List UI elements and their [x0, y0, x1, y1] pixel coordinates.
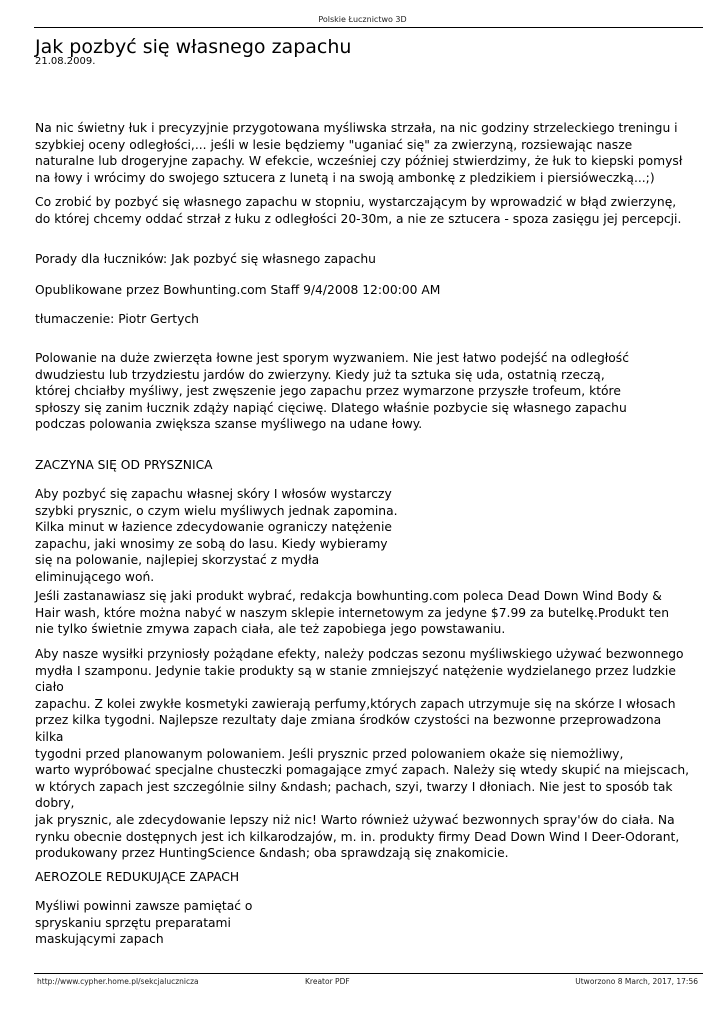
text-line: podczas polowania zwiększa szanse myśliwego na udane łowy.: [35, 417, 423, 432]
text-line: dwudziestu lub trzydziestu jardów do zwierzyny. Kiedy już ta sztuka się uda, ostatnią rzeczą,: [35, 367, 605, 382]
text-line: Na nic świetny łuk i precyzyjnie przygotowana myśliwska strzała, na nic godziny strzeleckiego treningu i: [35, 121, 678, 135]
intro-paragraph-1: [35, 120, 682, 186]
text-line: produkowany przez HuntingScience &ndash; oba sprawdzają się znakomicie.: [35, 846, 509, 861]
text-line: spłoszy się zanim łucznik zdąży napiąć cięciwę. Dlatego właśnie pozbycie się własnego zapachu: [35, 400, 627, 415]
text-line: rynku obecnie dostępnych jest ich kilkarodzajów, m. in. produkty firmy Dead Down Wind I Deer-Odorant,: [35, 829, 680, 844]
paragraph-5: [35, 898, 252, 948]
text-line: zapachu, jaki wnosimy ze sobą do lasu. Kiedy wybieramy: [35, 536, 388, 551]
text-line: maskującymi zapach: [35, 932, 164, 947]
text-line: warto wypróbować specjalne chusteczki pomagające zmyć zapach. Należy się wtedy skupić na miejscach,: [35, 763, 690, 778]
text-line: do której chcemy oddać strzał z łuku z odległości 20-30m, a nie ze sztucera - spoza zasięgu jej percepcji.: [35, 211, 682, 226]
text-line: zapachu. Z kolei zwykłe kosmetyki zawierają perfumy,których zapach utrzymuje się na skórze I włosach: [35, 696, 676, 711]
section-heading-shower: ZACZYNA SIĘ OD PRYSZNICA: [35, 458, 213, 472]
text-line: ciało: [35, 680, 64, 695]
header-rule: [34, 27, 703, 28]
paragraph-4: [35, 646, 689, 862]
paragraph-2: [35, 486, 398, 586]
published-line: Opublikowane przez Bowhunting.com Staff 9/4/2008 12:00:00 AM: [35, 283, 441, 297]
section-heading-aerosols: AEROZOLE REDUKUJĄCE ZAPACH: [35, 870, 240, 884]
footer-rule: [34, 973, 703, 974]
text-line: Aby nasze wysiłki przyniosły pożądane efekty, należy podczas sezonu myśliwskiego używać bezwonnego: [35, 647, 684, 661]
text-line: kilka: [35, 729, 64, 744]
text-line: tygodni przed planowanym polowaniem. Jeśli prysznic przed polowaniem okaże się niemożliwy,: [35, 746, 624, 761]
text-line: przez kilka tygodni. Najlepsze rezultaty daje zmiana środków czystości na bezwonne przeprowadzona: [35, 713, 662, 728]
paragraph-1: [35, 350, 629, 433]
text-line: Kilka minut w łazience zdecydowanie ograniczy natężenie: [35, 520, 392, 535]
text-line: mydła I szamponu. Jedynie takie produkty są w stanie zmniejszyć natężenie wydzielanego przez ludzkie: [35, 663, 676, 678]
footer-created: Utworzono 8 March, 2017, 17:56: [575, 977, 698, 986]
text-line: nie tylko świetnie zmywa zapach ciała, ale też zapobiega jego powstawaniu.: [35, 622, 506, 637]
text-line: Polowanie na duże zwierzęta łowne jest sporym wyzwaniem. Nie jest łatwo podejść na odległość: [35, 351, 629, 365]
text-line: jak prysznic, ale zdecydowanie lepszy niż nic! Warto również używać bezwonnych spray'ów do ciała. Na: [35, 812, 675, 827]
text-line: Aby pozbyć się zapachu własnej skóry I włosów wystarczy: [35, 487, 392, 501]
text-line: dobry,: [35, 796, 75, 811]
footer-url: http://www.cypher.home.pl/sekcjalucznicza: [37, 977, 199, 986]
text-line: Co zrobić by pozbyć się własnego zapachu w stopniu, wystarczającym by wprowadzić w błąd zwierzynę,: [35, 195, 677, 209]
article-date: 21.08.2009.: [35, 56, 96, 67]
text-line: eliminującego woń.: [35, 569, 155, 584]
text-line: Jeśli zastanawiasz się jaki produkt wybrać, redakcja bowhunting.com poleca Dead Down Wind Body &: [35, 589, 662, 603]
intro-paragraph-2: [35, 194, 681, 227]
footer-generator: Kreator PDF: [305, 977, 350, 986]
text-line: której chciałby myśliwy, jest zwęszenie jego zapachu przez wymarzone przyszłe trofeum, które: [35, 384, 621, 399]
text-line: w których zapach jest szczególnie silny &ndash; pachach, szyi, twarzy I dłoniach. Nie jest to sposób tak: [35, 779, 673, 794]
text-line: spryskaniu sprzętu preparatami: [35, 915, 231, 930]
text-line: się na polowanie, najlepiej skorzystać z mydła: [35, 553, 320, 568]
paragraph-3: [35, 588, 669, 638]
translation-credit: tłumaczenie: Piotr Gertych: [35, 312, 199, 326]
text-line: naturalne lub drogeryjne zapachy. W efekcie, wcześniej czy później stwierdzimy, że łuk to kiepski pomysł: [35, 154, 683, 169]
text-line: Myśliwi powinni zawsze pamiętać o: [35, 899, 253, 913]
running-header: Polskie Łucznictwo 3D: [318, 15, 407, 24]
text-line: szybki prysznic, o czym wielu myśliwych jednak zapomina.: [35, 503, 398, 518]
article-title: Jak pozbyć się własnego zapachu: [35, 36, 352, 58]
text-line: szybkiej oceny odległości,... jeśli w lesie będziemy "uganiać się" za zwierzyną, rozsiewając nasze: [35, 137, 633, 152]
text-line: na łowy i wrócimy do swojego sztucera z lunetą i na swoją ambonkę z pledzikiem i piersióweczką...;): [35, 170, 655, 185]
text-line: Hair wash, które można nabyć w naszym sklepie internetowym za jedyne $7.99 za butelkę.Produkt ten: [35, 605, 670, 620]
source-title: Porady dla łuczników: Jak pozbyć się własnego zapachu: [35, 252, 376, 266]
